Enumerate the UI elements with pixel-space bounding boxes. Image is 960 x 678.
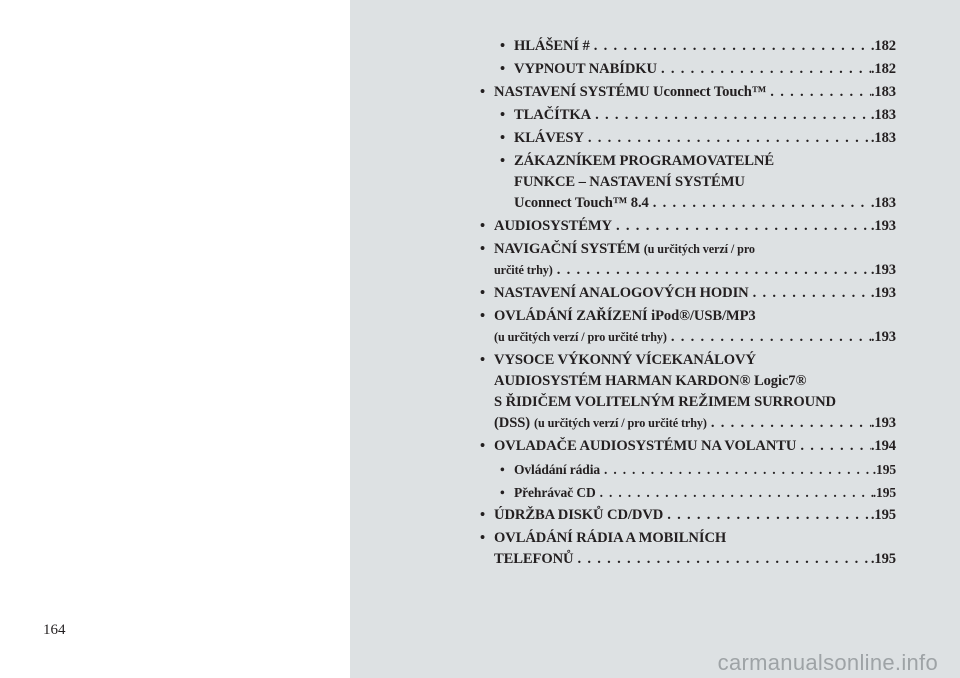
- toc-entry-page: .195: [870, 507, 896, 523]
- dot-leader: [657, 59, 871, 80]
- toc-entry-page: .193: [870, 285, 896, 301]
- toc-entry-line: FUNKCE – NASTAVENÍ SYSTÉMU: [514, 174, 745, 190]
- left-page: [0, 0, 350, 678]
- dot-leader: [663, 505, 871, 526]
- toc-entry-page: .195: [872, 485, 896, 500]
- dot-leader: [667, 327, 871, 348]
- toc-entry[interactable]: [480, 528, 896, 570]
- toc-entry-line: AUDIOSYSTÉM HARMAN KARDON® Logic7®: [494, 373, 807, 389]
- toc-entry-line: • VYSOCE VÝKONNÝ VÍCEKANÁLOVÝ: [494, 352, 756, 368]
- toc-entry-page: .195: [872, 462, 896, 477]
- toc-entry-page: .193: [870, 218, 896, 234]
- table-of-contents: [480, 36, 896, 572]
- toc-entry-title: • Přehrávač CD: [514, 485, 596, 500]
- toc-entry[interactable]: [500, 36, 896, 57]
- toc-entry-title: • OVLÁDÁNÍ ZAŘÍZENÍ iPod®/USB/MP3: [494, 308, 756, 324]
- toc-entry[interactable]: [500, 459, 896, 480]
- toc-entry-title: TELEFONŮ: [494, 551, 574, 567]
- dot-leader: [649, 193, 871, 214]
- toc-entry[interactable]: [480, 350, 896, 434]
- toc-entry[interactable]: [480, 436, 896, 457]
- toc-entry-title: • AUDIOSYSTÉMY: [494, 218, 613, 234]
- toc-entry-page: .183: [870, 107, 896, 123]
- toc-entry[interactable]: [480, 283, 896, 304]
- toc-entry-title: • HLÁŠENÍ #: [514, 38, 590, 54]
- toc-entry[interactable]: [500, 105, 896, 126]
- toc-entry-title: • NASTAVENÍ SYSTÉMU Uconnect Touch™: [494, 84, 767, 100]
- dot-leader: [707, 413, 871, 434]
- toc-entry-line: • OVLÁDÁNÍ RÁDIA A MOBILNÍCH: [494, 530, 727, 546]
- page-number: 164: [43, 622, 66, 638]
- toc-entry-title: • OVLADAČE AUDIOSYSTÉMU NA VOLANTU: [494, 438, 797, 454]
- dot-leader: [796, 436, 871, 457]
- toc-entry-title: • VYPNOUT NABÍDKU: [514, 61, 657, 77]
- toc-entry-page: .183: [870, 195, 896, 211]
- toc-entry[interactable]: [480, 239, 896, 281]
- toc-entry-title: • ÚDRŽBA DISKŮ CD/DVD: [494, 507, 664, 523]
- toc-entry[interactable]: [500, 59, 896, 80]
- toc-entry[interactable]: [500, 482, 896, 503]
- toc-entry-note: (u určitých verzí / pro určité trhy): [534, 416, 707, 430]
- toc-entry-page: .193: [870, 262, 896, 278]
- dot-leader: [600, 459, 873, 480]
- toc-entry-title: (DSS): [494, 415, 530, 431]
- toc-entry-title: • TLAČÍTKA: [514, 107, 592, 123]
- toc-entry-line: S ŘIDIČEM VOLITELNÝM REŽIMEM SURROUND: [494, 394, 836, 410]
- toc-entry-note: určité trhy): [494, 263, 553, 277]
- toc-entry-note: (u určitých verzí / pro určité trhy): [494, 330, 667, 344]
- toc-entry-page: .193: [870, 329, 896, 345]
- dot-leader: [749, 283, 871, 304]
- dot-leader: [596, 482, 873, 503]
- toc-entry-page: .195: [870, 551, 896, 567]
- toc-entry-page: .183: [870, 130, 896, 146]
- dot-leader: [591, 105, 871, 126]
- toc-entry-page: .182: [870, 38, 896, 54]
- toc-entry-title: Uconnect Touch™ 8.4: [514, 195, 649, 211]
- toc-entry-page: .194: [870, 438, 896, 454]
- toc-panel: [350, 0, 960, 678]
- dot-leader: [553, 260, 871, 281]
- toc-entry-line: • ZÁKAZNÍKEM PROGRAMOVATELNÉ: [514, 153, 774, 169]
- toc-entry[interactable]: [500, 128, 896, 149]
- toc-entry[interactable]: [480, 505, 896, 526]
- toc-entry-page: .182: [870, 61, 896, 77]
- dot-leader: [590, 36, 871, 57]
- toc-entry[interactable]: [480, 82, 896, 103]
- dot-leader: [584, 128, 871, 149]
- toc-entry-title: • NASTAVENÍ ANALOGOVÝCH HODIN: [494, 285, 749, 301]
- dot-leader: [766, 82, 871, 103]
- toc-entry-title: • KLÁVESY: [514, 130, 584, 146]
- toc-entry[interactable]: [480, 306, 896, 348]
- toc-entry-page: .193: [870, 415, 896, 431]
- toc-entry-page: .183: [870, 84, 896, 100]
- toc-entry-note: (u určitých verzí / pro: [643, 242, 755, 256]
- dot-leader: [573, 549, 870, 570]
- toc-entry-title: NAVIGAČNÍ SYSTÉM: [494, 241, 641, 257]
- toc-entry[interactable]: [500, 151, 896, 214]
- toc-entry-title: • Ovládání rádia: [514, 462, 600, 477]
- watermark: carmanualsonline.info: [717, 650, 938, 675]
- toc-entry[interactable]: [480, 216, 896, 237]
- dot-leader: [612, 216, 871, 237]
